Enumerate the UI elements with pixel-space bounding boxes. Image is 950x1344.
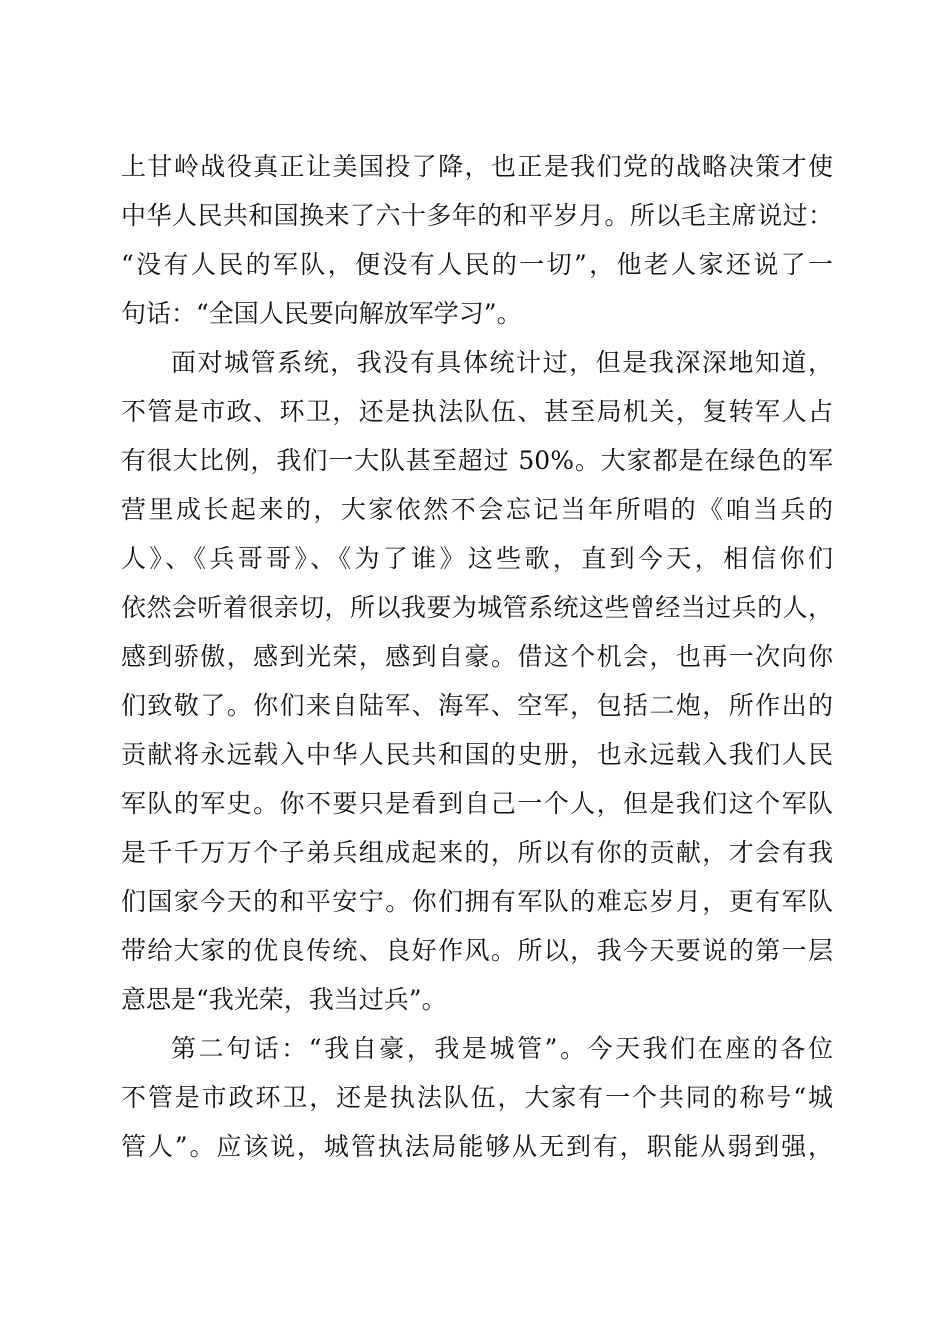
text-line: 贡献将永远载入中华人民共和国的史册，也永远载入我们人民 bbox=[121, 740, 833, 769]
document-body bbox=[121, 142, 833, 1171]
text-line: 依然会听着很亲切，所以我要为城管系统这些曾经当过兵的人， bbox=[121, 593, 833, 622]
text-line: 有很大比例，我们一大队甚至超过 50%。大家都是在绿色的军 bbox=[121, 446, 833, 475]
text-line: 是千千万万个子弟兵组成起来的，所以有你的贡献，才会有我 bbox=[121, 838, 833, 867]
text-line: 带给大家的优良传统、良好作风。所以，我今天要说的第一层 bbox=[121, 936, 833, 965]
text-line: 中华人民共和国换来了六十多年的和平岁月。所以毛主席说过： bbox=[121, 201, 833, 230]
text-line: 们致敬了。你们来自陆军、海军、空军，包括二炮，所作出的 bbox=[121, 691, 833, 720]
text-line: 面对城管系统，我没有具体统计过，但是我深深地知道， bbox=[171, 348, 833, 377]
text-line: 句话：“全国人民要向解放军学习”。 bbox=[121, 299, 522, 328]
text-line: 人》、《兵哥哥》、《为了谁》这些歌，直到今天，相信你们 bbox=[121, 544, 833, 573]
text-line: 感到骄傲，感到光荣，感到自豪。借这个机会，也再一次向你 bbox=[121, 642, 833, 671]
text-line: 第二句话：“我自豪，我是城管”。今天我们在座的各位 bbox=[171, 1034, 833, 1063]
text-line: 军队的军史。你不要只是看到自己一个人，但是我们这个军队 bbox=[121, 789, 833, 818]
text-line: 营里成长起来的，大家依然不会忘记当年所唱的《咱当兵的 bbox=[121, 495, 833, 524]
text-line: 不管是市政、环卫，还是执法队伍、甚至局机关，复转军人占 bbox=[121, 397, 833, 426]
text-line: 不管是市政环卫，还是执法队伍，大家有一个共同的称号“城 bbox=[121, 1083, 833, 1112]
text-line: “没有人民的军队，便没有人民的一切”，他老人家还说了一 bbox=[121, 250, 833, 279]
text-line: 管人”。应该说，城管执法局能够从无到有，职能从弱到强， bbox=[121, 1132, 833, 1161]
text-line: 意思是“我光荣，我当过兵”。 bbox=[121, 985, 447, 1014]
text-line: 上甘岭战役真正让美国投了降，也正是我们党的战略决策才使 bbox=[121, 152, 833, 181]
text-line: 们国家今天的和平安宁。你们拥有军队的难忘岁月，更有军队 bbox=[121, 887, 833, 916]
